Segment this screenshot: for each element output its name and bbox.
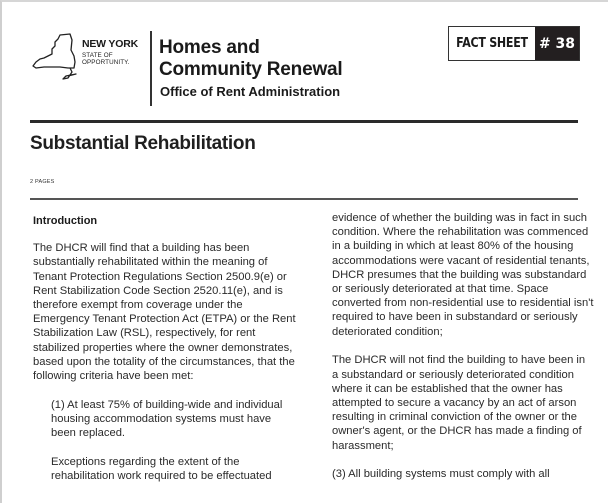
fact-sheet-badge	[448, 26, 580, 61]
ny-tagline-2: OPPORTUNITY.	[82, 58, 130, 66]
document-title: Substantial Rehabilitation	[30, 133, 256, 154]
ny-tagline-1: STATE OF	[82, 51, 113, 59]
title-rule	[30, 198, 578, 200]
new-york-state-map-icon	[30, 32, 86, 82]
section-heading-introduction: Introduction	[33, 215, 98, 227]
intro-paragraph: The DHCR will find that a building has been substantially rehabilitated within the meaning of Tenant Protection Regulations Section 2500.9(e) or Rent Stabilization Code Section 2520.11(e), and is therefore exempt from coverage under the Emergency Tenant Protection Act (ETPA) or the Rent Stabilization Law (RSL), respectively, for rent stabilized properties where the owner demonstrates, based upon the totality of the circumstances, that the following criteria have been met:	[33, 242, 296, 383]
agency-name-line2: Community Renewal	[159, 59, 343, 80]
fact-sheet-number: # 38	[535, 27, 579, 60]
criterion-3: (3) All building systems must comply with all	[332, 468, 550, 481]
arson-harassment-paragraph: The DHCR will not find the building to have been in a substandard or seriously deteriorated condition where it can be established that the owner has attempted to secure a vacancy by an act of arson resulting in criminal conviction of the owner or the owner's agent, or the DHCR has made a finding of harassment;	[332, 354, 586, 452]
right-column	[332, 211, 594, 496]
left-column	[33, 214, 298, 498]
exceptions-paragraph: Exceptions regarding the extent of the rehabilitation work required to be effectuated	[51, 455, 272, 483]
header-rule	[30, 120, 578, 123]
agency-name-line1: Homes and	[159, 37, 260, 58]
logo-divider	[150, 31, 152, 106]
nys-wordmark	[82, 39, 138, 66]
ny-name: NEW YORK	[82, 38, 138, 50]
office-name: Office of Rent Administration	[160, 84, 341, 99]
page-count: 2 PAGES	[30, 179, 55, 185]
criterion-1: (1) At least 75% of building-wide and individual housing accommodation systems must have been replaced.	[51, 398, 283, 440]
fact-sheet-label: FACT SHEET	[455, 27, 528, 60]
agency-name	[159, 37, 342, 81]
evidence-paragraph: evidence of whether the building was in fact in such condition. Where the rehabilitation was commenced in a building in which at least 80% of the housing accommodations were vacant of residential tenants, DHCR presumes that the building was substandard or seriously deteriorated at that time. Space converted from non-residential use to residential isn't required to have been in substandard or seriously deteriorated condition;	[332, 212, 594, 338]
